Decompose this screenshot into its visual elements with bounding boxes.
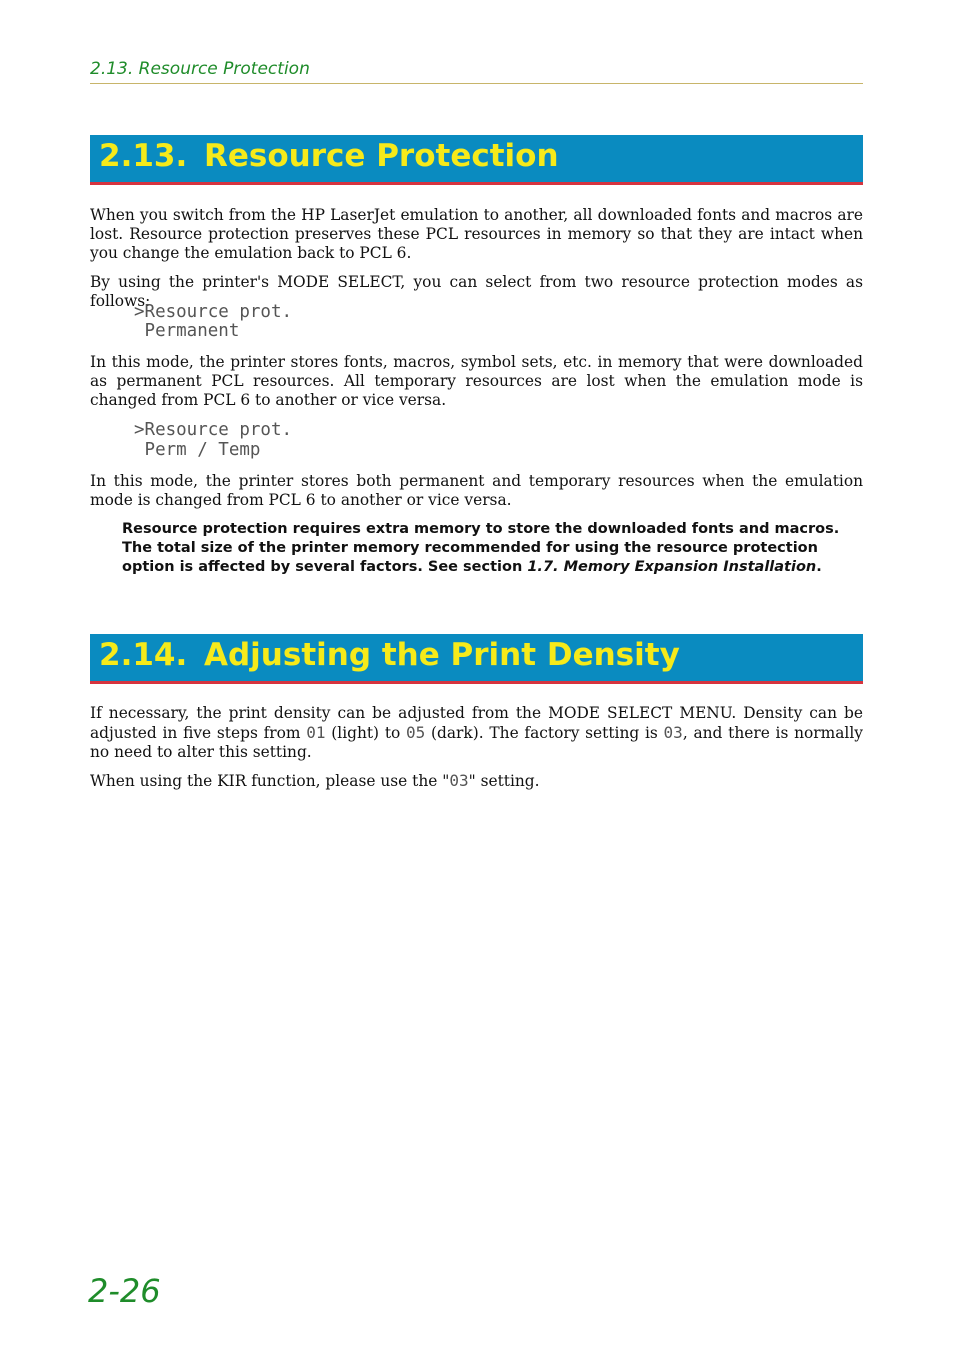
- display-line: >Resource prot.: [134, 302, 293, 322]
- paragraph-density: [90, 704, 863, 762]
- text-run: (light) to: [325, 724, 407, 742]
- kir-density-value: 03: [449, 771, 469, 790]
- density-max-value: 05: [406, 723, 426, 742]
- section-heading-print-density: [90, 634, 863, 681]
- text-run: When using the KIR function, please use the ": [90, 772, 450, 790]
- paragraph-kir: [90, 771, 863, 791]
- section-rule: [90, 681, 863, 684]
- section-title: Adjusting the Print Density: [204, 637, 680, 673]
- text-run: , and there is normally no need to alter this setting.: [90, 724, 863, 761]
- display-line: Permanent: [134, 321, 240, 341]
- header-rule: [90, 83, 863, 84]
- section-title: Resource Protection: [204, 138, 559, 174]
- paragraph-modes: By using the printer's MODE SELECT, you can select from two resource protection modes as follows:: [90, 273, 863, 310]
- section-number: 2.13.: [99, 138, 188, 174]
- page-number: 2-26: [88, 1272, 161, 1310]
- text-run: If necessary, the print density can be adjusted from the MODE SELECT MENU. Density can be adjusted in five steps from: [90, 704, 863, 742]
- note-end: .: [816, 559, 822, 575]
- note-reference: 1.7. Memory Expansion Installation: [527, 559, 817, 575]
- display-line: Perm / Temp: [134, 440, 261, 460]
- running-header: 2.13. Resource Protection: [90, 59, 310, 79]
- section-heading-resource-protection: [90, 135, 863, 182]
- section-rule: [90, 182, 863, 185]
- density-default-value: 03: [663, 723, 683, 742]
- text-run: (dark). The factory setting is: [425, 724, 664, 742]
- text-run: " setting.: [468, 772, 540, 790]
- paragraph-permanent: In this mode, the printer stores fonts, macros, symbol sets, etc. in memory that were downloaded as permanent PCL resources. All temporary resources are lost when the emulation mode is changed from PCL 6 to another or vice versa.: [90, 353, 863, 409]
- section-number: 2.14.: [99, 637, 188, 673]
- paragraph-intro: When you switch from the HP LaserJet emulation to another, all downloaded fonts and macros are lost. Resource protection preserves these PCL resources in memory so that they are intact when you change the emulation back to PCL 6.: [90, 206, 863, 262]
- note-memory: [122, 520, 863, 577]
- display-line: >Resource prot.: [134, 420, 293, 440]
- paragraph-perm-temp: In this mode, the printer stores both permanent and temporary resources when the emulation mode is changed from PCL 6 to another or vice versa.: [90, 472, 863, 509]
- density-min-value: 01: [306, 723, 326, 742]
- note-text: Resource protection requires extra memory to store the downloaded fonts and macros. The total size of the printer memory recommended for using the resource protection option is affected by several factors. See section: [122, 521, 840, 575]
